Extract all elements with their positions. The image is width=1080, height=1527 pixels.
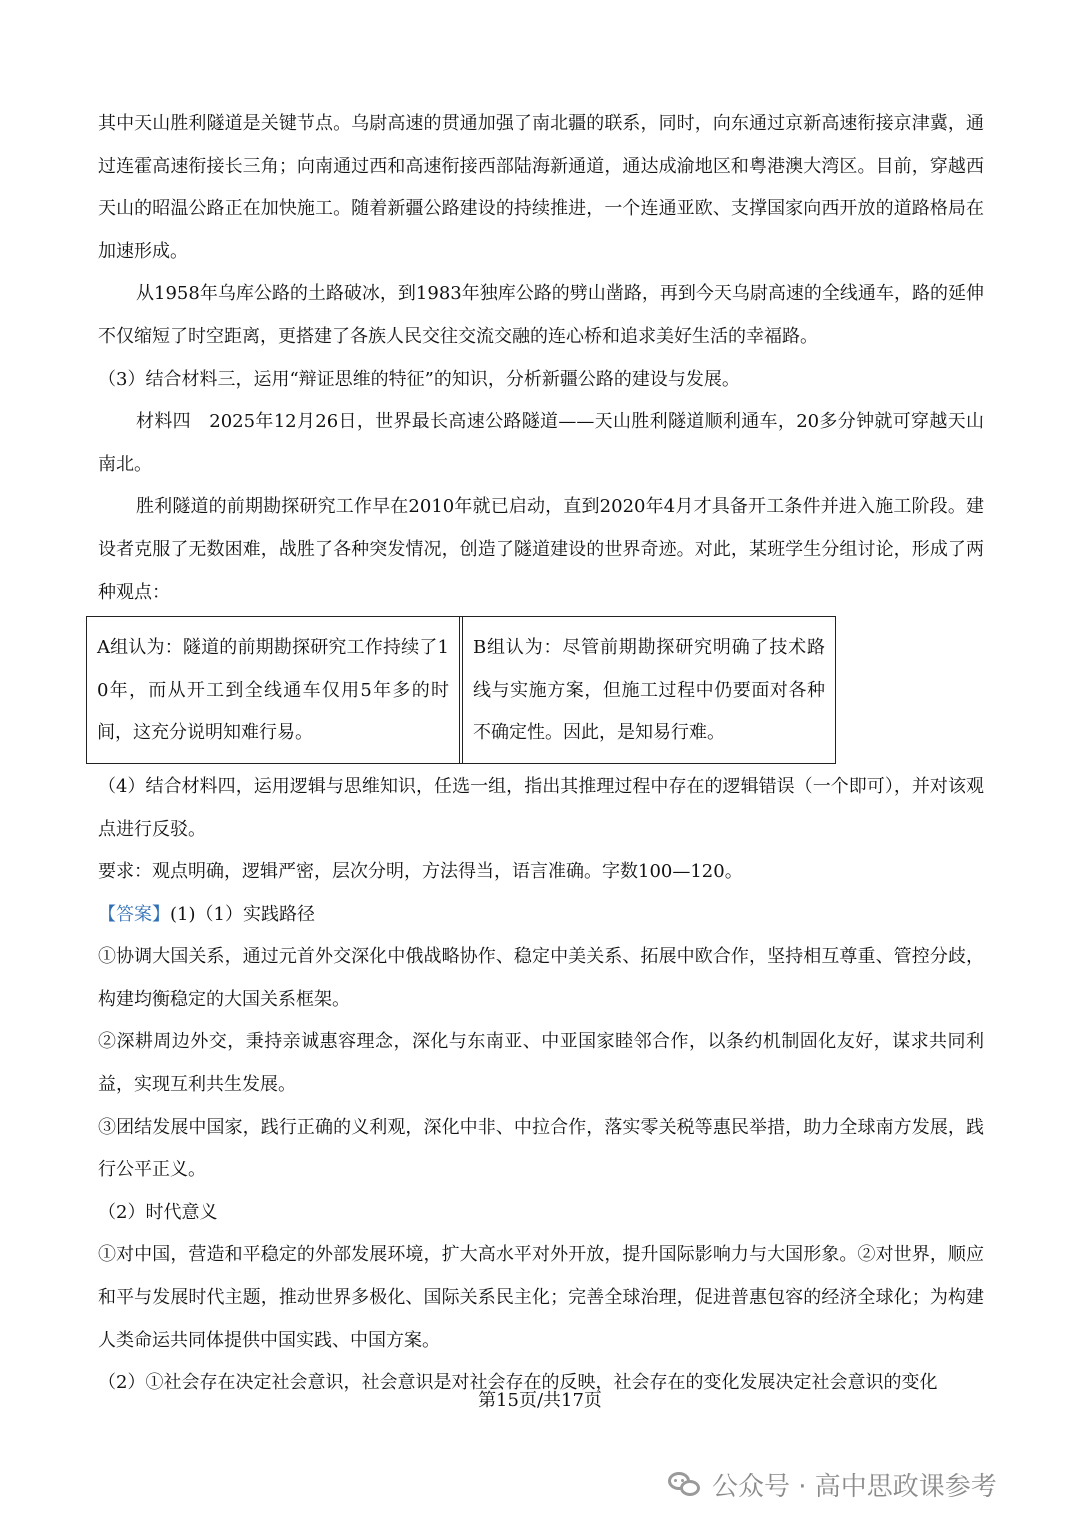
answer-heading (98, 894, 984, 937)
answer-item-3: ③团结发展中国家，践行正确的义利观，深化中非、中拉合作，落实零关税等惠民举措，助力全球南方发展，践行公平正义。 (98, 1116, 984, 1181)
question-4-requirements: 要求：观点明确，逻辑严密，层次分明，方法得当，语言准确。字数100—120。 (98, 861, 743, 883)
watermark-text: 公众号 · 高中思政课参考 (712, 1471, 997, 1502)
viewpoints-table (86, 616, 836, 764)
paragraph-tunnel-research: 胜利隧道的前期勘探研究工作早在2010年就已启动，直到2020年4月才具备开工条件并进入施工阶段。建设者克服了无数困难，战胜了各种突发情况，创造了隧道建设的世界奇迹。对此，某班学生分组讨论，形成了两种观点： (98, 496, 984, 603)
wechat-icon (668, 1470, 702, 1498)
group-b-cell (463, 617, 836, 764)
answer-item-significance: ①对中国，营造和平稳定的外部发展环境，扩大高水平对外开放，提升国际影响力与大国形象。②对世界，顺应和平与发展时代主题，推动世界多极化、国际关系民主化；完善全球治理，促进普惠包容的经济全球化；为构建人类命运共同体提供中国实践、中国方案。 (98, 1244, 984, 1351)
question-4: （4）结合材料四，运用逻辑与思维知识，任选一组，指出其推理过程中存在的逻辑错误（一个即可），并对该观点进行反驳。 (98, 775, 984, 840)
group-a-text: A组认为：隧道的前期勘探研究工作持续了10年，而从开工到全线通车仅用5年多的时间，这充分说明知难行易。 (97, 637, 449, 744)
page-number: 第15页/共17页 (478, 1390, 602, 1411)
paragraph-road-history: 从1958年乌库公路的土路破冰，到1983年独库公路的劈山凿路，再到今天乌尉高速的全线通车，路的延伸不仅缩短了时空距离，更搭建了各族人民交往交流交融的连心桥和追求美好生活的幸福路。 (98, 283, 984, 347)
watermark (668, 1462, 997, 1506)
answer-item-q2: （2）①社会存在决定社会意识，社会意识是对社会存在的反映，社会存在的变化发展决定社会意识的变化 (98, 1372, 938, 1394)
page-body (98, 103, 984, 1405)
group-a-cell (87, 617, 460, 764)
answer-item-2: ②深耕周边外交，秉持亲诚惠容理念，深化与东南亚、中亚国家睦邻合作，以条约机制固化友好，谋求共同利益，实现互利共生发展。 (98, 1031, 984, 1096)
answer-label: 【答案】 (98, 903, 170, 925)
question-3: （3）结合材料三，运用“辩证思维的特征”的知识，分析新疆公路的建设与发展。 (98, 368, 740, 390)
paragraph-material-4: 材料四 2025年12月26日，世界最长高速公路隧道——天山胜利隧道顺利通车，20多分钟就可穿越天山南北。 (98, 411, 984, 475)
paragraph-material-3-cont: 其中天山胜利隧道是关键节点。乌尉高速的贯通加强了南北疆的联系，同时，向东通过京新高速衔接京津冀，通过连霍高速衔接长三角；向南通过西和高速衔接西部陆海新通道，通达成渝地区和粤港澳大湾区。目前，穿越西天山的昭温公路正在加快施工。随着新疆公路建设的持续推进，一个连通亚欧、支撑国家向西开放的道路格局在加速形成。 (98, 113, 984, 262)
answer-subheading-significance: （2）时代意义 (98, 1201, 218, 1223)
answer-first-line: (1)（1）实践路径 (170, 903, 315, 925)
group-b-text: B组认为：尽管前期勘探研究明确了技术路线与实施方案，但施工过程中仍要面对各种不确定性。因此，是知易行难。 (473, 637, 825, 744)
answer-item-1: ①协调大国关系，通过元首外交深化中俄战略协作、稳定中美关系、拓展中欧合作，坚持相互尊重、管控分歧，构建均衡稳定的大国关系框架。 (98, 946, 984, 1010)
